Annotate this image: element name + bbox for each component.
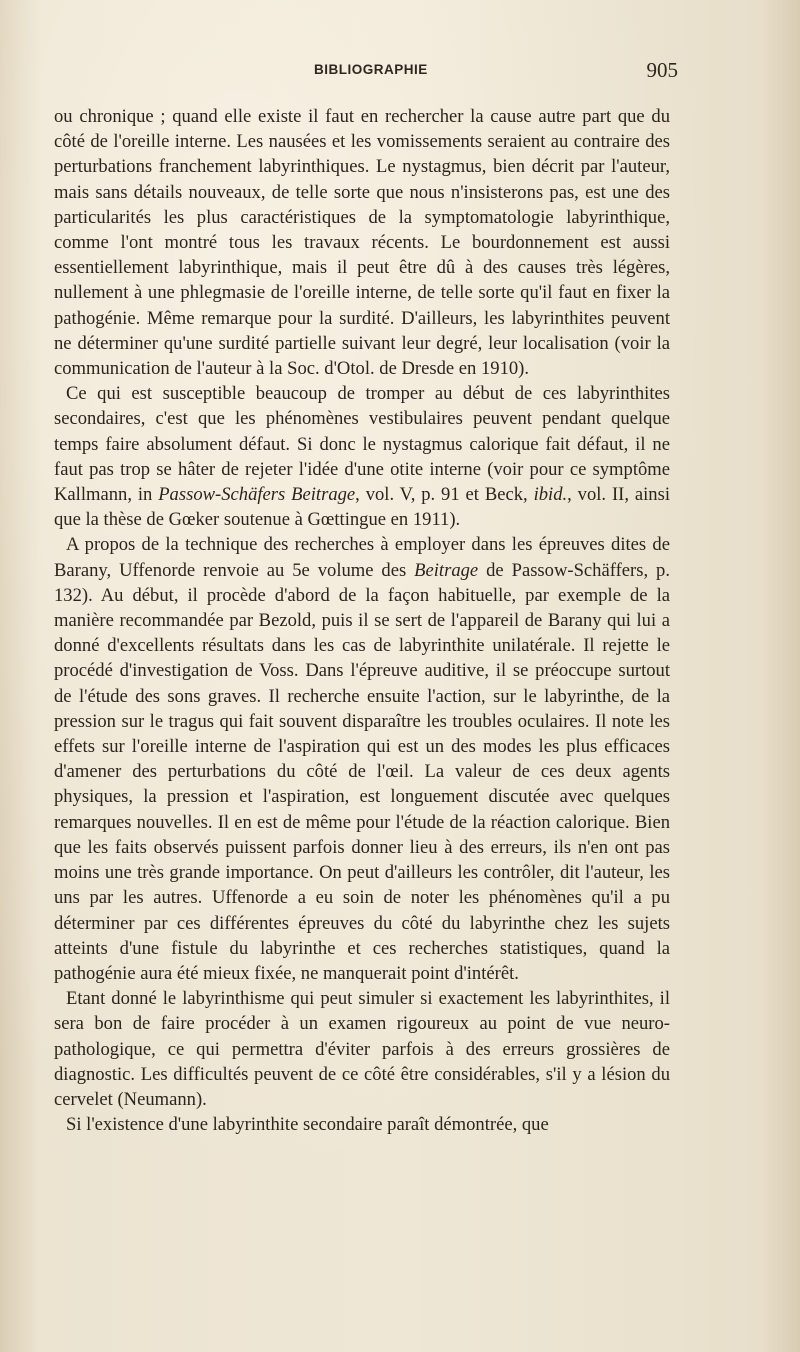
paragraph-5: Si l'existence d'une labyrinthite secondaire paraît démontrée, que	[66, 1114, 549, 1136]
paragraph-3-end: de Passow-Schäffers, p. 132). Au début, il procède d'abord de la façon habituelle, par exemple de la manière recommandée par Bezold, puis il se sert de l'appareil de Barany qui lui a donné d'excellents résultats dans les cas de labyrinthite unilatérale. Il rejette le procédé d'investigation de Voss. Dans l'épreuve auditive, il se préoccupe surtout de l'étude des sons graves. Il recherche ensuite l'action, sur le labyrinthe, de la pression sur le tragus qui fait souvent disparaître les troubles oculaires. Il note les effets sur l'oreille interne de l'aspiration qui est un des modes les plus efficaces d'amener des perturbations du côté de l'œil. La valeur de ces deux agents physiques, la pression et l'aspiration, est longuement discutée avec quelques remarques nouvelles. Il en est de même pour l'étude de la réaction calorique. Bien que les faits observés puissent parfois donner lieu à des erreurs, ils n'en ont pas moins une très grande importance. On peut d'ailleurs les contrôler, dit l'auteur, les uns par les autres. Uffenorde a eu soin de noter les phénomènes qu'il a pu déterminer par ces différentes épreuves du côté du labyrinthe chez les sujets atteints d'une fistule du labyrinthe et ces recherches statistiques, quand la pathogénie aura été mieux fixée, ne manquerait point d'intérêt.	[54, 559, 670, 984]
paragraph-2	[54, 381, 670, 532]
paragraph-1: ou chronique ; quand elle existe il faut en rechercher la cause autre part que du côté de l'oreille interne. Les nausées et les vomissements seraient au contraire des perturbations franchement labyrinthiques. Le nystagmus, bien décrit par l'auteur, mais sans détails nouveaux, de telle sorte que nous n'insisterons pas, est une des particularités les plus caractéristiques de la symptomatologie labyrinthique, comme l'ont montré tous les travaux récents. Le bourdonnement est aussi essentiellement labyrinthique, mais il peut être dû à des causes très légères, nullement à une phlegmasie de l'oreille interne, de telle sorte qu'il faut en fixer la pathogénie. Même remarque pour la surdité. D'ailleurs, les labyrinthites peuvent ne déterminer qu'une surdité partielle suivant leur degré, leur localisation (voir la communication de l'auteur à la Soc. d'Otol. de Dresde en 1910).	[54, 106, 670, 380]
paragraph-2-text: Ce qui est susceptible beaucoup de tromper au début de ces labyrinthites secondaires, c'est que les phénomènes vestibulaires peuvent pendant quelque temps faire absolument défaut. Si donc le nystagmus calorique fait défaut, il ne faut pas trop se hâter de rejeter l'idée d'une otite interne (voir pour ce symptôme Kallmann, in	[54, 383, 670, 506]
paragraph-3-text: A propos de la technique des recherches à employer dans les épreuves dites de Barany, Uffenorde renvoie au 5e volume des	[54, 534, 670, 581]
paragraph-3-italic-1: Beitrage	[414, 559, 479, 581]
paragraph-2-italic-1: Passow-Schäfers Beitrage	[158, 484, 356, 506]
paragraph-2-italic-2: ibid.	[533, 484, 568, 506]
paragraph-3	[54, 532, 670, 986]
page-header	[58, 58, 678, 88]
running-title: BIBLIOGRAPHIE	[314, 62, 428, 77]
paragraph-2-end: , vol. II, ainsi que la thèse de Gœker soutenue à Gœttingue en 1911).	[54, 484, 670, 531]
body-text	[54, 104, 670, 1137]
paragraph-2-mid: , vol. V, p. 91 et Beck,	[355, 484, 534, 506]
page-number: 905	[646, 58, 678, 82]
paragraph-4: Etant donné le labyrinthisme qui peut simuler si exactement les labyrinthites, il sera bon de faire procéder à un examen rigoureux au point de vue neuro-pathologique, ce qui permettra d'éviter parfois à des erreurs grossières de diagnostic. Les difficultés peuvent de ce côté être considérables, s'il y a lésion du cervelet (Neumann).	[54, 988, 670, 1110]
